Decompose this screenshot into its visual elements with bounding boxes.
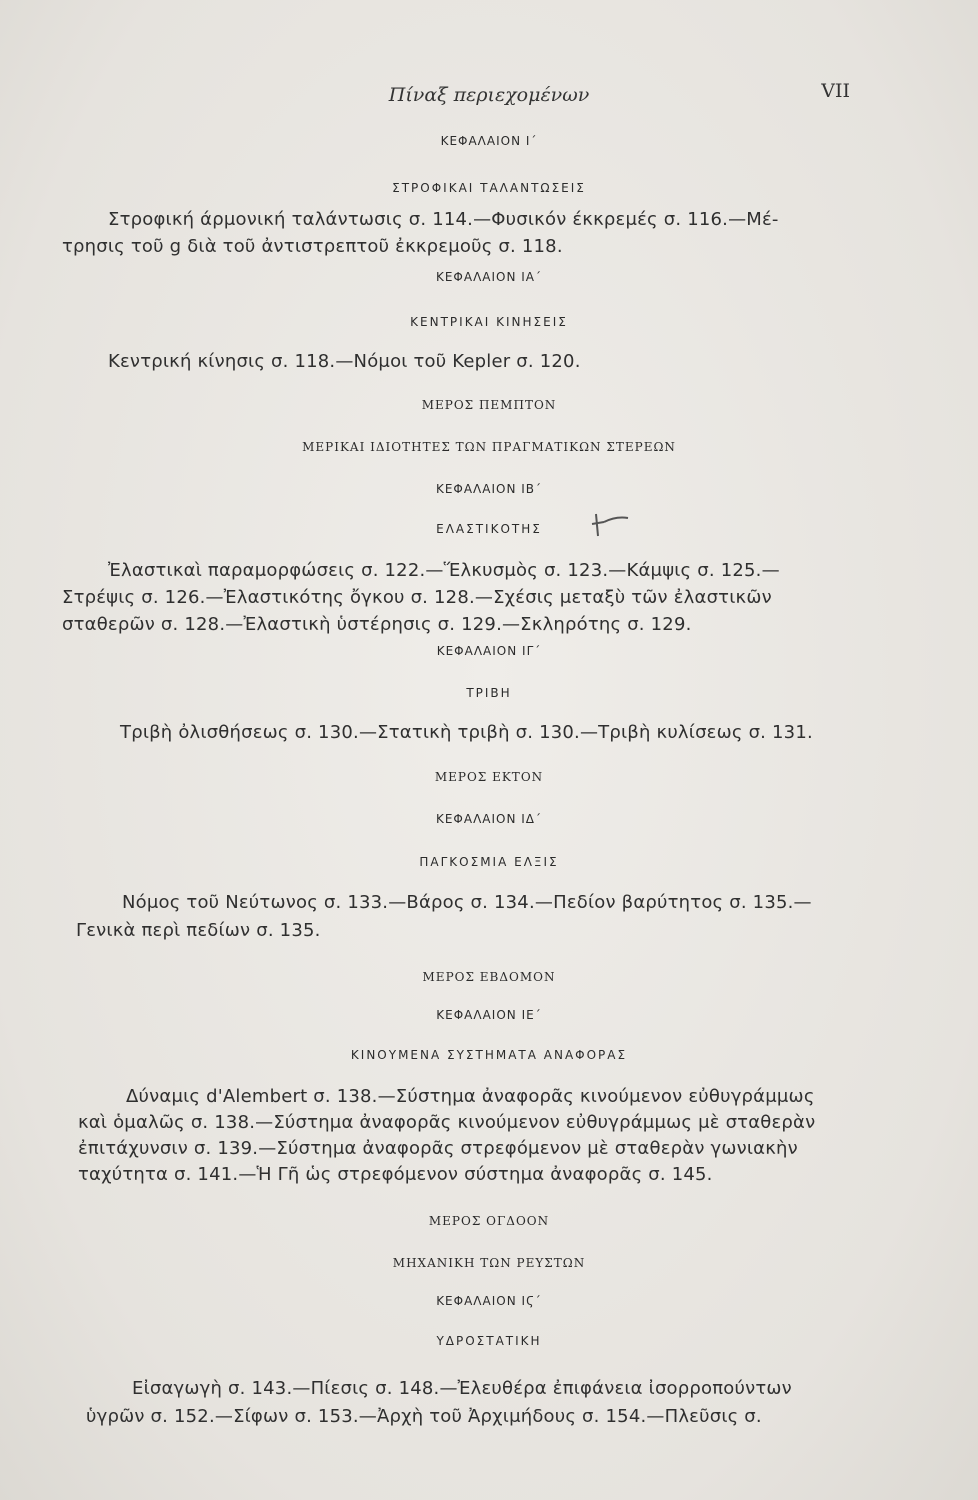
chapter-10-heading: ΚΕΦΑΛΑΙΟΝ Ι΄: [440, 134, 538, 148]
chapter-11-heading: ΚΕΦΑΛΑΙΟΝ ΙΑ΄: [435, 270, 543, 284]
chapter-10-title: ΣΤΡΟΦΙΚΑΙ ΤΑΛΑΝΤΩΣΕΙΣ: [392, 181, 586, 195]
part-5-heading: ΜΕΡΟΣ ΠΕΜΠΤΟΝ: [421, 398, 557, 412]
chapter-10-line-1: Στροφική άρμονική ταλάντωσις σ. 114.—Φυσικόν έκκρεμές σ. 116.—Μέ-: [108, 209, 779, 230]
chapter-12-heading: ΚΕΦΑΛΑΙΟΝ ΙΒ΄: [435, 482, 543, 496]
chapter-14-heading: ΚΕΦΑΛΑΙΟΝ ΙΔ΄: [435, 812, 543, 826]
part-7-heading: ΜΕΡΟΣ ΕΒΔΟΜΟΝ: [422, 970, 556, 984]
chapter-12-line-1: Ἐλαστικαὶ παραμορφώσεις σ. 122.—Ἕλκυσμὸς σ. 123.—Κάμψις σ. 125.—: [108, 560, 780, 581]
chapter-15-line-4: ταχύτητα σ. 141.—Ἡ Γῆ ὡς στρεφόμενον σύστημα ἀναφορᾶς σ. 145.: [78, 1164, 713, 1185]
chapter-11-line-1: Κεντρική κίνησις σ. 118.—Νόμοι τοῦ Kepler σ. 120.: [108, 351, 581, 372]
part-8-title: ΜΗΧΑΝΙΚΗ ΤΩΝ ΡΕΥΣΤΩΝ: [392, 1256, 586, 1270]
part-8-heading: ΜΕΡΟΣ ΟΓΔΟΟΝ: [428, 1214, 550, 1228]
chapter-16-title: ΥΔΡΟΣΤΑΤΙΚΗ: [436, 1334, 542, 1348]
chapter-16-line-1: Εἰσαγωγὴ σ. 143.—Πίεσις σ. 148.—Ἐλευθέρα ἐπιφάνεια ἰσορροπούντων: [132, 1378, 792, 1399]
part-6-heading: ΜΕΡΟΣ ΕΚΤΟΝ: [434, 770, 544, 784]
chapter-10-line-2: τρησις τοῦ g διὰ τοῦ ἀντιστρεπτοῦ ἐκκρεμοῦς σ. 118.: [62, 236, 563, 257]
chapter-16-line-2: ὑγρῶν σ. 152.—Σίφων σ. 153.—Ἀρχὴ τοῦ Ἀρχιμήδους σ. 154.—Πλεῦσις σ.: [86, 1406, 762, 1427]
page-number: VII: [821, 80, 850, 102]
handwritten-mark-icon: [590, 510, 630, 540]
chapter-13-line-1: Τριβὴ ὀλισθήσεως σ. 130.—Στατικὴ τριβὴ σ. 130.—Τριβὴ κυλίσεως σ. 131.: [120, 722, 813, 743]
chapter-12-line-2: Στρέψις σ. 126.—Ἐλαστικότης ὄγκου σ. 128.—Σχέσις μεταξὺ τῶν ἐλαστικῶν: [62, 587, 772, 608]
chapter-15-heading: ΚΕΦΑΛΑΙΟΝ ΙΕ΄: [436, 1008, 542, 1022]
chapter-12-title: ΕΛΑΣΤΙΚΟΤΗΣ: [436, 522, 542, 536]
chapter-12-line-3: σταθερῶν σ. 128.—Ἐλαστικὴ ὑστέρησις σ. 129.—Σκληρότης σ. 129.: [62, 614, 692, 635]
chapter-13-title: ΤΡΙΒΗ: [466, 686, 512, 700]
chapter-13-heading: ΚΕΦΑΛΑΙΟΝ ΙΓ΄: [436, 644, 542, 658]
running-header-title: Πίναξ περιεχομένων: [388, 84, 590, 106]
chapter-14-line-1: Νόμος τοῦ Νεύτωνος σ. 133.—Βάρος σ. 134.—Πεδίον βαρύτητος σ. 135.—: [122, 892, 812, 913]
chapter-14-title: ΠΑΓΚΟΣΜΙΑ ΕΛΞΙΣ: [419, 855, 559, 869]
part-5-title: ΜΕΡΙΚΑΙ ΙΔΙΟΤΗΤΕΣ ΤΩΝ ΠΡΑΓΜΑΤΙΚΩΝ ΣΤΕΡΕΩΝ: [302, 440, 676, 454]
chapter-16-heading: ΚΕΦΑΛΑΙΟΝ ΙϚ΄: [436, 1294, 542, 1308]
chapter-15-title: ΚΙΝΟΥΜΕΝΑ ΣΥΣΤΗΜΑΤΑ ΑΝΑΦΟΡΑΣ: [350, 1048, 628, 1062]
chapter-15-line-2: καὶ ὁμαλῶς σ. 138.—Σύστημα ἀναφορᾶς κινούμενον εὐθυγράμμως μὲ σταθερὰν: [78, 1112, 816, 1133]
chapter-11-title: ΚΕΝΤΡΙΚΑΙ ΚΙΝΗΣΕΙΣ: [410, 315, 568, 329]
chapter-15-line-3: ἐπιτάχυνσιν σ. 139.—Σύστημα ἀναφορᾶς στρεφόμενον μὲ σταθερὰν γωνιακὴν: [78, 1138, 798, 1159]
chapter-14-line-2: Γενικὰ περὶ πεδίων σ. 135.: [76, 920, 321, 941]
chapter-15-line-1: Δύναμις d'Alembert σ. 138.—Σύστημα ἀναφορᾶς κινούμενον εὐθυγράμμως: [126, 1086, 815, 1107]
